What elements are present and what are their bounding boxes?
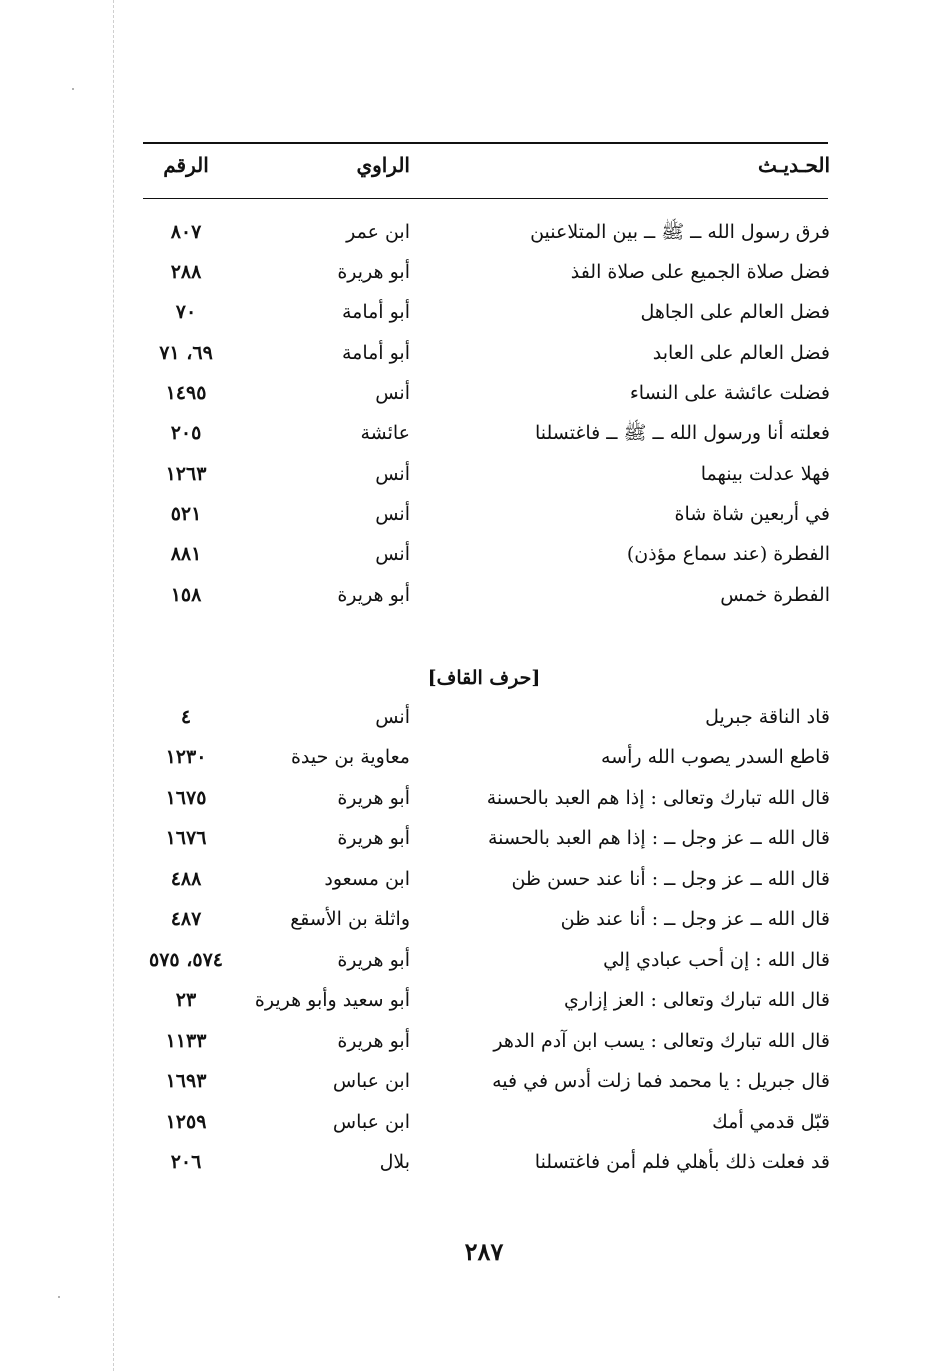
- table-row: [138, 212, 830, 252]
- narrator-name: أنس: [375, 503, 410, 525]
- table-row: [138, 534, 830, 574]
- hadith-text: قال جبريل : يا محمد فما زلت أدس في فيه: [492, 1070, 830, 1092]
- table-row: [138, 292, 830, 332]
- hadith-number: ٢٠٦: [170, 1151, 202, 1173]
- hadith-text: قال الله ــ عز وجل ــ : أنا عند حسن ظن: [511, 868, 830, 890]
- narrator-name: أنس: [375, 463, 410, 485]
- table-row: [138, 575, 830, 615]
- narrator-name: واثلة بن الأسقع: [290, 908, 410, 930]
- hadith-text: قاطع السدر يصوب الله رأسه: [600, 746, 830, 768]
- narrator-name: أنس: [375, 706, 410, 728]
- table-row: [138, 1102, 830, 1142]
- narrator-name: أبو هريرة: [337, 261, 410, 283]
- table-row: [138, 252, 830, 292]
- header-narrator: الراوي: [356, 153, 410, 177]
- narrator-name: أنس: [375, 543, 410, 565]
- hadith-number: ١٤٩٥: [165, 382, 207, 404]
- scan-gutter-line: [113, 0, 114, 1371]
- header-hadith: الحـديـث: [758, 153, 830, 177]
- narrator-name: أبو هريرة: [337, 584, 410, 606]
- narrator-name: ابن عباس: [332, 1111, 410, 1133]
- hadith-text: فضل العالم على الجاهل: [640, 301, 830, 323]
- hadith-text: فعلته أنا ورسول الله ــ ﷺ ــ فاغتسلنا: [534, 422, 830, 444]
- table-row: [138, 899, 830, 939]
- header-number: الرقم: [163, 153, 209, 177]
- hadith-number: ٤٨٧: [170, 908, 202, 930]
- hadith-number: ٨٠٧: [170, 221, 202, 243]
- top-rule: [143, 142, 828, 144]
- table-row: [138, 737, 830, 777]
- narrator-name: ابن عباس: [332, 1070, 410, 1092]
- narrator-name: أبو سعيد وأبو هريرة: [254, 989, 410, 1011]
- hadith-number: ٢٠٥: [170, 422, 202, 444]
- hadith-number: ١٦٩٣: [165, 1070, 207, 1092]
- hadith-text: قال الله تبارك وتعالى : إذا هم العبد بالحسنة: [486, 787, 830, 809]
- page-number: ٢٨٧: [464, 1237, 504, 1266]
- hadith-number: ٢٨٨: [170, 261, 202, 283]
- narrator-name: ابن عمر: [346, 221, 410, 243]
- hadith-text: قبّل قدمي أمك: [712, 1111, 830, 1133]
- scan-speck: [58, 1296, 60, 1298]
- header-rule: [143, 198, 828, 199]
- hadith-text: قال الله تبارك وتعالى : العز إزاري: [563, 989, 830, 1011]
- hadith-text: قال الله ــ عز وجل ــ : أنا عند ظن: [560, 908, 830, 930]
- hadith-text: فضل العالم على العابد: [652, 342, 830, 364]
- narrator-name: أبو هريرة: [337, 949, 410, 971]
- table-row: [138, 980, 830, 1020]
- hadith-number: ٥٢١: [170, 503, 202, 525]
- hadith-text: فضلت عائشة على النساء: [629, 382, 830, 404]
- narrator-name: أبو هريرة: [337, 1030, 410, 1052]
- table-row: [138, 859, 830, 899]
- narrator-name: أنس: [375, 382, 410, 404]
- hadith-number: ١٢٦٣: [165, 463, 207, 485]
- table-row: [138, 1021, 830, 1061]
- hadith-number: ٢٣: [175, 989, 197, 1011]
- table-row: [138, 333, 830, 373]
- hadith-number: ١٦٧٥: [165, 787, 207, 809]
- hadith-text: قد فعلت ذلك بأهلي فلم أمن فاغتسلنا: [534, 1151, 830, 1173]
- hadith-number: ٤: [180, 706, 192, 728]
- hadith-number: ٥٧٤، ٥٧٥: [149, 949, 223, 971]
- table-row: [138, 494, 830, 534]
- hadith-text: الفطرة خمس: [720, 584, 830, 606]
- hadith-text: فهلا عدلت بينهما: [700, 463, 830, 485]
- hadith-text: قاد الناقة جبريل: [705, 706, 830, 728]
- hadith-number: ١١٣٣: [165, 1030, 207, 1052]
- narrator-name: بلال: [379, 1151, 410, 1173]
- hadith-number: ٤٨٨: [170, 868, 202, 890]
- hadith-number: ٦٩، ٧١: [159, 342, 213, 364]
- hadith-number: ١٢٣٠: [165, 746, 207, 768]
- hadith-number: ١٥٨: [170, 584, 202, 606]
- hadith-text: في أربعين شاة شاة: [674, 503, 830, 525]
- scan-speck: [72, 88, 74, 90]
- hadith-text: قال الله تبارك وتعالى : يسب ابن آدم الدهر: [493, 1030, 830, 1052]
- hadith-number: ١٢٥٩: [165, 1111, 207, 1133]
- narrator-name: أبو أمامة: [341, 342, 410, 364]
- table-row: [138, 697, 830, 737]
- narrator-name: أبو هريرة: [337, 787, 410, 809]
- hadith-text: قال الله ــ عز وجل ــ : إذا هم العبد بالحسنة: [487, 827, 830, 849]
- table-row: [138, 1061, 830, 1101]
- hadith-number: ٧٠: [175, 301, 197, 323]
- table-row: [138, 940, 830, 980]
- table-row: [138, 778, 830, 818]
- narrator-name: أبو هريرة: [337, 827, 410, 849]
- table-row: [138, 818, 830, 858]
- hadith-number: ١٦٧٦: [165, 827, 207, 849]
- table-row: [138, 413, 830, 453]
- hadith-text: فضل صلاة الجميع على صلاة الفذ: [570, 261, 830, 283]
- narrator-name: معاوية بن حيدة: [290, 746, 410, 768]
- table-row: [138, 454, 830, 494]
- narrator-name: عائشة: [360, 422, 410, 444]
- hadith-text: قال الله : إن أحب عبادي إلي: [603, 949, 830, 971]
- hadith-text: الفطرة (عند سماع مؤذن): [626, 543, 830, 565]
- table-row: [138, 373, 830, 413]
- table-header: [138, 145, 830, 185]
- table-row: [138, 1142, 830, 1182]
- hadith-text: فرق رسول الله ــ ﷺ ــ بين المتلاعنين: [530, 221, 830, 243]
- narrator-name: أبو أمامة: [341, 301, 410, 323]
- hadith-number: ٨٨١: [170, 543, 202, 565]
- section-title: [حرف القاف]: [427, 667, 541, 689]
- narrator-name: ابن مسعود: [324, 868, 410, 890]
